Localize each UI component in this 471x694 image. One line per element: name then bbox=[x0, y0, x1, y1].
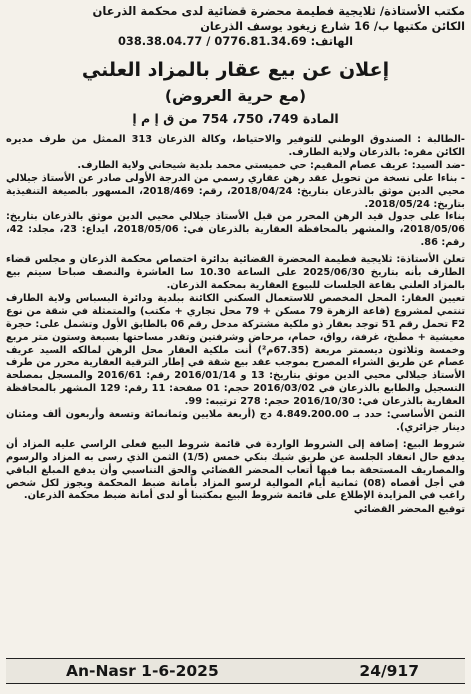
publication-footer bbox=[6, 658, 465, 684]
signature-line: توقيع المحضر القضائي bbox=[353, 504, 465, 516]
paragraph-mortgage-deed: - بناءا على نسخة من تحويل عقد رهن عقاري رسمي من الدرجة الأولى صادر عن الأستاذ جيلالي محيي الدين موثق بالذرعان بتاريخ: 2018/04/24، رقم: 2018/469، المسهور بالصيغة التنفيذية بتاريخ: 2018/05/24. bbox=[6, 172, 465, 210]
paragraph-defendant: -ضد السيد: عريف عصام المقيم: حي خميستي محمد بلدية شيحاني ولاية الطارف. bbox=[77, 159, 465, 171]
paragraph-base-price: الثمن الأساسي: حدد بـ 4.849.200.00 دج (أربعة ملايين وثمانمائة وتسعة وأربعون ألف ومئتان دينار جزائري). bbox=[6, 409, 465, 433]
announcement-title: إعلان عن بيع عقار بالمزاد العلني bbox=[81, 59, 390, 81]
office-header bbox=[6, 4, 465, 49]
office-name: مكتب الأستاذة/ ثلايجية فطيمة محضرة قضائية لدى محكمة الذرعان bbox=[92, 4, 465, 18]
paragraph-sale-conditions: شروط البيع: إضافة إلى الشروط الواردة في قائمة شروط البيع فعلى الراسي عليه المزاد أن يدفع حال انعقاد الجلسة عن طريق شيك بنكي خمس (1/5) الثمن الذي رسى به المزاد والرسوم والمصاريف المستحقة بما فيها أتعاب المحضر القضائي والحق التناسبي وأن يدفع المبلغ الباقي في أجل أقصاه (08) ثمانية أيام الموالية لرسو المزاد بأمانة ضبط المحكمة ويجوز لكل شخص راغب في المزايدة الإطلاع على قائمة شروط البيع بمكتبنا أو لدى أمانة ضبط محكمة الذرعان. bbox=[6, 438, 466, 502]
office-address: الكائن مكتبها ب/ 16 شارع زيغود يوسف الذرعان bbox=[200, 20, 465, 33]
legal-articles: المادة 749، 750، 754 من ق إ م إ bbox=[132, 111, 339, 126]
paragraph-property: تعيين العقار: المحل المخصص للاستعمال السكني الكائنة ببلدية ودائرة البسباس ولاية الطارف تنتمي لمشروع (قاعة الزهرة 79 مسكن + 79 محل تجاري + مكتب) والمتمثلة في شقة من نوع F2 تحمل رقم 51 توجد بعقار ذو ملكية مشتركة مدخل رقم 06 بالطابق الأول وتشمل على: حجرة معيشية + مطبخ، غرفة، رواق، حمام، مرحاض وشرفتين وتقدر مساحتها بسبعة وستون متر مربع وخمسة وثلاثون ديسمتر مربعة (67.35م²) أنت ملكية العقار محل الرهن لمالكه السيد عريف عصام عن طريق الشراء المصرح بموجب عقد بيع شقة في إطار الترقية العقارية محرر من طرف الأستاذ جيلالي محيي الدين موثق بتاريخ: 13 و 2016/01/14 رقم: 2016/61 والمسجل بمصلحة التسجيل والطابع بالذرعان في 2016/03/02 حجم: 01 صفحة: 11 رقم: 129 المشهر بالمحافظة العقارية بالذرعان في: 2016/10/30 حجم: 278 ترتيبه: 99. bbox=[6, 292, 465, 408]
publication-name: An-Nasr 1-6-2025 bbox=[66, 662, 219, 680]
announcement-subtitle: (مع حرية العروض) bbox=[164, 87, 307, 105]
paragraph-sale-date: تعلن الأستاذة: ثلايجية فطيمة المحضرة القضائية بدائرة اختصاص محكمة الذرعان و مجلس قضاء الطارف بأنه بتاريخ 2025/06/30 على الساعة 10.30 سا العاشرة والنصف صباحا سيتم بيع بالمزاد العلني بقاعة الجلسات للبيوع العقارية بمحكمة الذرعان. bbox=[6, 254, 465, 291]
ad-number: 24/917 bbox=[359, 662, 419, 680]
office-phone: الهاتف: 0776.81.34.69 / 038.38.04.77 bbox=[118, 34, 353, 48]
announcement-body bbox=[6, 134, 465, 503]
paragraph-applicant: -الطالبة : الصندوق الوطني للتوفير والاحتياط، وكالة الذرعان 313 الممثل من طرف مديره الكائن مقره: بالذرعان ولاية الطارف. bbox=[6, 134, 465, 158]
paragraph-registration: بناءا على جدول قيد الرهن المحرر من قبل الأستاذ جيلالي محيي الدين موثق بالذرعان بتاريخ: 2018/05/06، والمشهر بالمحافظة العقارية بالذرعان في: 2018/05/06، ايداع: 23، مجلد: 42، رقم: 86. bbox=[6, 211, 465, 249]
